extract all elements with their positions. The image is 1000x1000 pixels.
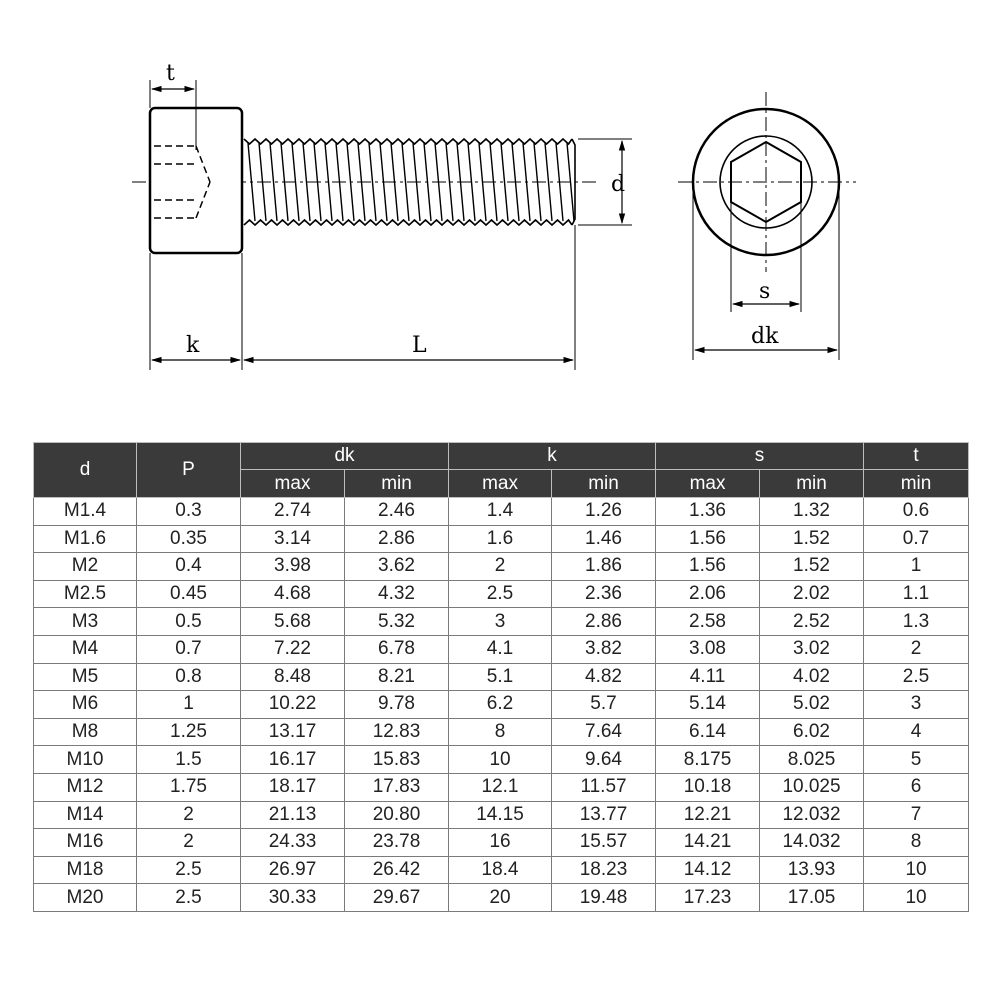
table-cell: 3.98: [241, 553, 345, 581]
table-cell: M8: [34, 718, 137, 746]
table-row: [34, 884, 969, 912]
table-cell: 3.82: [552, 635, 656, 663]
table-cell: 12.1: [449, 773, 552, 801]
subheader-k-max: max: [449, 470, 552, 498]
table-cell: 26.97: [241, 856, 345, 884]
bolt-side-view: [132, 108, 600, 253]
L-label: L: [412, 333, 427, 358]
subheader-dk-min: min: [345, 470, 449, 498]
table-cell: M12: [34, 773, 137, 801]
table-cell: 3: [864, 691, 969, 719]
k-dimension: [150, 253, 242, 370]
table-cell: 8: [864, 829, 969, 857]
table-cell: 8.025: [760, 746, 864, 774]
table-cell: M5: [34, 663, 137, 691]
table-cell: 26.42: [345, 856, 449, 884]
table-cell: 18.4: [449, 856, 552, 884]
table-cell: M1.6: [34, 525, 137, 553]
table-cell: 12.21: [656, 801, 760, 829]
subheader-s-max: max: [656, 470, 760, 498]
table-row: [34, 801, 969, 829]
table-cell: 4.32: [345, 580, 449, 608]
table-cell: 2.58: [656, 608, 760, 636]
dk-label: dk: [751, 324, 779, 349]
table-cell: 14.15: [449, 801, 552, 829]
table-cell: 13.93: [760, 856, 864, 884]
table-row: [34, 691, 969, 719]
table-cell: 2.46: [345, 498, 449, 526]
table-row: [34, 635, 969, 663]
table-cell: 30.33: [241, 884, 345, 912]
table-cell: 0.8: [137, 663, 241, 691]
table-cell: 6.14: [656, 718, 760, 746]
table-cell: 5.02: [760, 691, 864, 719]
table-cell: 14.21: [656, 829, 760, 857]
L-dimension: [244, 225, 575, 370]
table-cell: 1.5: [137, 746, 241, 774]
table-row: [34, 663, 969, 691]
table-cell: 7: [864, 801, 969, 829]
table-cell: 1: [864, 553, 969, 581]
table-cell: 16: [449, 829, 552, 857]
table-cell: 0.35: [137, 525, 241, 553]
subheader-s-min: min: [760, 470, 864, 498]
table-cell: 9.78: [345, 691, 449, 719]
table-cell: 2.74: [241, 498, 345, 526]
table-row: [34, 525, 969, 553]
table-cell: 14.032: [760, 829, 864, 857]
table-cell: 3.62: [345, 553, 449, 581]
bolt-spec-table: [33, 442, 969, 912]
table-cell: 8.21: [345, 663, 449, 691]
table-cell: 1.1: [864, 580, 969, 608]
table-cell: 2.5: [137, 884, 241, 912]
t-dimension: [150, 61, 196, 108]
table-cell: 1.26: [552, 498, 656, 526]
table-cell: 2.36: [552, 580, 656, 608]
t-label: t: [166, 61, 175, 86]
table-cell: 24.33: [241, 829, 345, 857]
table-cell: 6: [864, 773, 969, 801]
table-cell: 18.17: [241, 773, 345, 801]
subheader-t-min: min: [864, 470, 969, 498]
table-row: [34, 718, 969, 746]
table-cell: 21.13: [241, 801, 345, 829]
table-cell: 0.45: [137, 580, 241, 608]
k-label: k: [186, 333, 200, 358]
table-cell: 0.4: [137, 553, 241, 581]
table-cell: 2.5: [864, 663, 969, 691]
table-cell: 3.14: [241, 525, 345, 553]
table-cell: 12.032: [760, 801, 864, 829]
table-cell: 1.25: [137, 718, 241, 746]
table-cell: 4.11: [656, 663, 760, 691]
table-cell: 1.3: [864, 608, 969, 636]
table-cell: 10.025: [760, 773, 864, 801]
table-cell: 1.56: [656, 525, 760, 553]
header-t: t: [864, 443, 969, 470]
table-cell: 3.08: [656, 635, 760, 663]
table-row: [34, 580, 969, 608]
table-cell: M14: [34, 801, 137, 829]
d-label: d: [611, 172, 626, 197]
table-cell: 0.3: [137, 498, 241, 526]
table-cell: 0.7: [864, 525, 969, 553]
table-cell: 15.57: [552, 829, 656, 857]
table-cell: 5: [864, 746, 969, 774]
table-row: [34, 829, 969, 857]
table-cell: 1.86: [552, 553, 656, 581]
table-cell: 1: [137, 691, 241, 719]
table-cell: 13.77: [552, 801, 656, 829]
table-cell: 1.56: [656, 553, 760, 581]
table-cell: 10.22: [241, 691, 345, 719]
table-cell: 8: [449, 718, 552, 746]
table-cell: 1.52: [760, 553, 864, 581]
table-cell: M10: [34, 746, 137, 774]
table-cell: 5.1: [449, 663, 552, 691]
header-dk: dk: [241, 443, 449, 470]
table-cell: 10: [864, 856, 969, 884]
table-cell: 0.7: [137, 635, 241, 663]
table-cell: M2: [34, 553, 137, 581]
subheader-dk-max: max: [241, 470, 345, 498]
table-cell: 11.57: [552, 773, 656, 801]
table-cell: M16: [34, 829, 137, 857]
table-cell: 14.12: [656, 856, 760, 884]
table-cell: 5.68: [241, 608, 345, 636]
table-cell: 9.64: [552, 746, 656, 774]
table-cell: 1.32: [760, 498, 864, 526]
table-cell: 1.46: [552, 525, 656, 553]
table-cell: 8.48: [241, 663, 345, 691]
table-cell: 6.78: [345, 635, 449, 663]
table-body: [34, 498, 969, 912]
header-d: d: [34, 443, 137, 498]
table-cell: 17.83: [345, 773, 449, 801]
table-cell: 20.80: [345, 801, 449, 829]
table-cell: 2.02: [760, 580, 864, 608]
s-label: s: [759, 279, 771, 304]
header-k: k: [449, 443, 656, 470]
table-cell: 10: [449, 746, 552, 774]
table-cell: 1.36: [656, 498, 760, 526]
table-cell: 13.17: [241, 718, 345, 746]
table-cell: 3.02: [760, 635, 864, 663]
table-cell: M6: [34, 691, 137, 719]
table-row: [34, 553, 969, 581]
table-row: [34, 773, 969, 801]
table-cell: 2.5: [449, 580, 552, 608]
bolt-dimension-drawing: [0, 0, 1000, 420]
header-P: P: [137, 443, 241, 498]
table-cell: 4.82: [552, 663, 656, 691]
table-cell: 6.02: [760, 718, 864, 746]
table-cell: 17.05: [760, 884, 864, 912]
table-cell: 2: [137, 801, 241, 829]
table-cell: 2.06: [656, 580, 760, 608]
table-cell: 5.7: [552, 691, 656, 719]
table-cell: 17.23: [656, 884, 760, 912]
table-cell: 16.17: [241, 746, 345, 774]
table-cell: 7.64: [552, 718, 656, 746]
table-cell: M4: [34, 635, 137, 663]
table-cell: 4.68: [241, 580, 345, 608]
table-row: [34, 856, 969, 884]
table-cell: 7.22: [241, 635, 345, 663]
table-cell: M18: [34, 856, 137, 884]
table-cell: 2.52: [760, 608, 864, 636]
table-cell: 1.4: [449, 498, 552, 526]
table-cell: 0.5: [137, 608, 241, 636]
table-cell: 20: [449, 884, 552, 912]
table-cell: 5.32: [345, 608, 449, 636]
bolt-end-view: [678, 92, 856, 272]
table-cell: 1.75: [137, 773, 241, 801]
table-cell: 4: [864, 718, 969, 746]
table-cell: 1.6: [449, 525, 552, 553]
table-cell: 29.67: [345, 884, 449, 912]
table-cell: 10: [864, 884, 969, 912]
table-cell: 4.02: [760, 663, 864, 691]
table-row: [34, 746, 969, 774]
table-cell: M3: [34, 608, 137, 636]
table-cell: 23.78: [345, 829, 449, 857]
table-cell: 5.14: [656, 691, 760, 719]
table-cell: 0.6: [864, 498, 969, 526]
table-cell: 12.83: [345, 718, 449, 746]
table-cell: 2: [864, 635, 969, 663]
table-cell: M2.5: [34, 580, 137, 608]
table-cell: 2.86: [552, 608, 656, 636]
table-cell: 15.83: [345, 746, 449, 774]
table-row: [34, 498, 969, 526]
table-cell: M1.4: [34, 498, 137, 526]
table-row: [34, 608, 969, 636]
table-cell: 8.175: [656, 746, 760, 774]
table-cell: 4.1: [449, 635, 552, 663]
table-cell: 10.18: [656, 773, 760, 801]
subheader-k-min: min: [552, 470, 656, 498]
table-cell: 18.23: [552, 856, 656, 884]
table-cell: 2: [137, 829, 241, 857]
table-cell: 2.5: [137, 856, 241, 884]
header-s: s: [656, 443, 864, 470]
table-cell: M20: [34, 884, 137, 912]
table-cell: 6.2: [449, 691, 552, 719]
table-cell: 2.86: [345, 525, 449, 553]
table-cell: 2: [449, 553, 552, 581]
table-cell: 1.52: [760, 525, 864, 553]
table-cell: 19.48: [552, 884, 656, 912]
table-cell: 3: [449, 608, 552, 636]
